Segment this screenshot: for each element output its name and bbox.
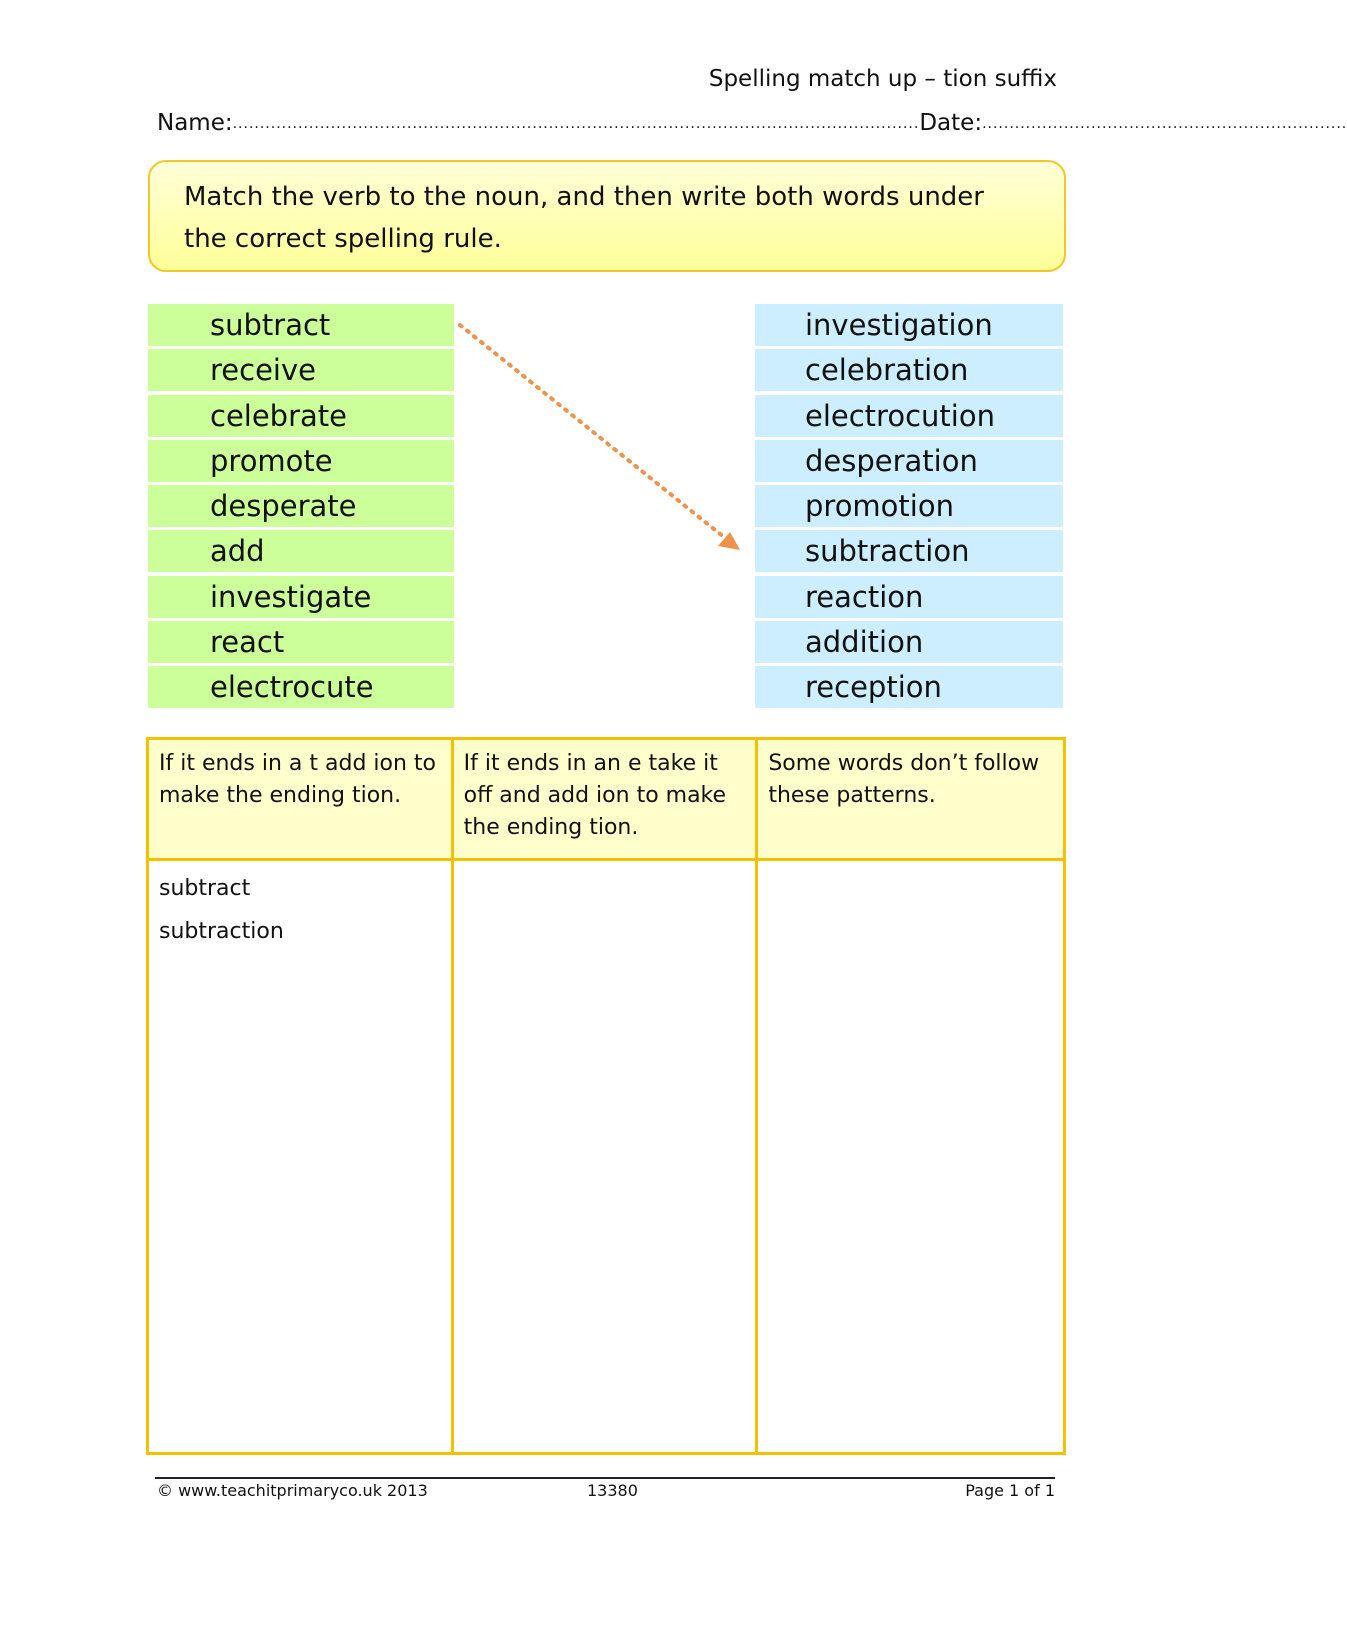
- noun-card[interactable]: reaction: [755, 576, 1063, 618]
- answer-cell-exceptions[interactable]: [758, 861, 1063, 1452]
- footer-page: Page 1 of 1: [965, 1481, 1055, 1500]
- verb-list: [148, 304, 454, 712]
- verb-card[interactable]: celebrate: [148, 395, 454, 437]
- example-arrow-icon: [450, 310, 750, 560]
- noun-card[interactable]: addition: [755, 621, 1063, 663]
- verb-card[interactable]: electrocute: [148, 666, 454, 708]
- verb-card[interactable]: receive: [148, 349, 454, 391]
- answer-cell-t[interactable]: [149, 861, 454, 1452]
- name-date-line: [157, 110, 1347, 136]
- noun-card[interactable]: investigation: [755, 304, 1063, 346]
- name-field[interactable]: ..............................................................................................................................: [232, 116, 920, 132]
- verb-card[interactable]: subtract: [148, 304, 454, 346]
- instruction-box: Match the verb to the noun, and then write both words under the correct spelling rule.: [148, 160, 1066, 272]
- verb-card[interactable]: react: [148, 621, 454, 663]
- noun-card[interactable]: electrocution: [755, 395, 1063, 437]
- verb-card[interactable]: add: [148, 530, 454, 572]
- rule-header-exceptions: Some words don’t follow these patterns.: [758, 740, 1063, 861]
- sorting-table: [146, 737, 1066, 1455]
- worksheet-title: Spelling match up – tion suffix: [708, 66, 1057, 92]
- verb-card[interactable]: promote: [148, 440, 454, 482]
- noun-card[interactable]: reception: [755, 666, 1063, 708]
- answer-cell-e[interactable]: [454, 861, 759, 1452]
- rule-header-e: If it ends in an e take it off and add ion to make the ending tion.: [454, 740, 759, 861]
- footer-copyright: © www.teachitprimaryco.uk 2013: [157, 1481, 428, 1500]
- noun-list: [755, 304, 1063, 712]
- date-label: Date:: [919, 110, 983, 136]
- footer-code: 13380: [587, 1481, 638, 1500]
- footer-divider: [155, 1477, 1055, 1479]
- name-label: Name:: [157, 110, 233, 136]
- verb-card[interactable]: investigate: [148, 576, 454, 618]
- noun-card[interactable]: promotion: [755, 485, 1063, 527]
- example-noun: subtraction: [159, 919, 284, 944]
- date-field[interactable]: ...................................................................: [982, 116, 1347, 132]
- noun-card[interactable]: celebration: [755, 349, 1063, 391]
- rule-header-t: If it ends in a t add ion to make the ending tion.: [149, 740, 454, 861]
- example-verb: subtract: [159, 876, 251, 901]
- verb-card[interactable]: desperate: [148, 485, 454, 527]
- noun-card[interactable]: subtraction: [755, 530, 1063, 572]
- noun-card[interactable]: desperation: [755, 440, 1063, 482]
